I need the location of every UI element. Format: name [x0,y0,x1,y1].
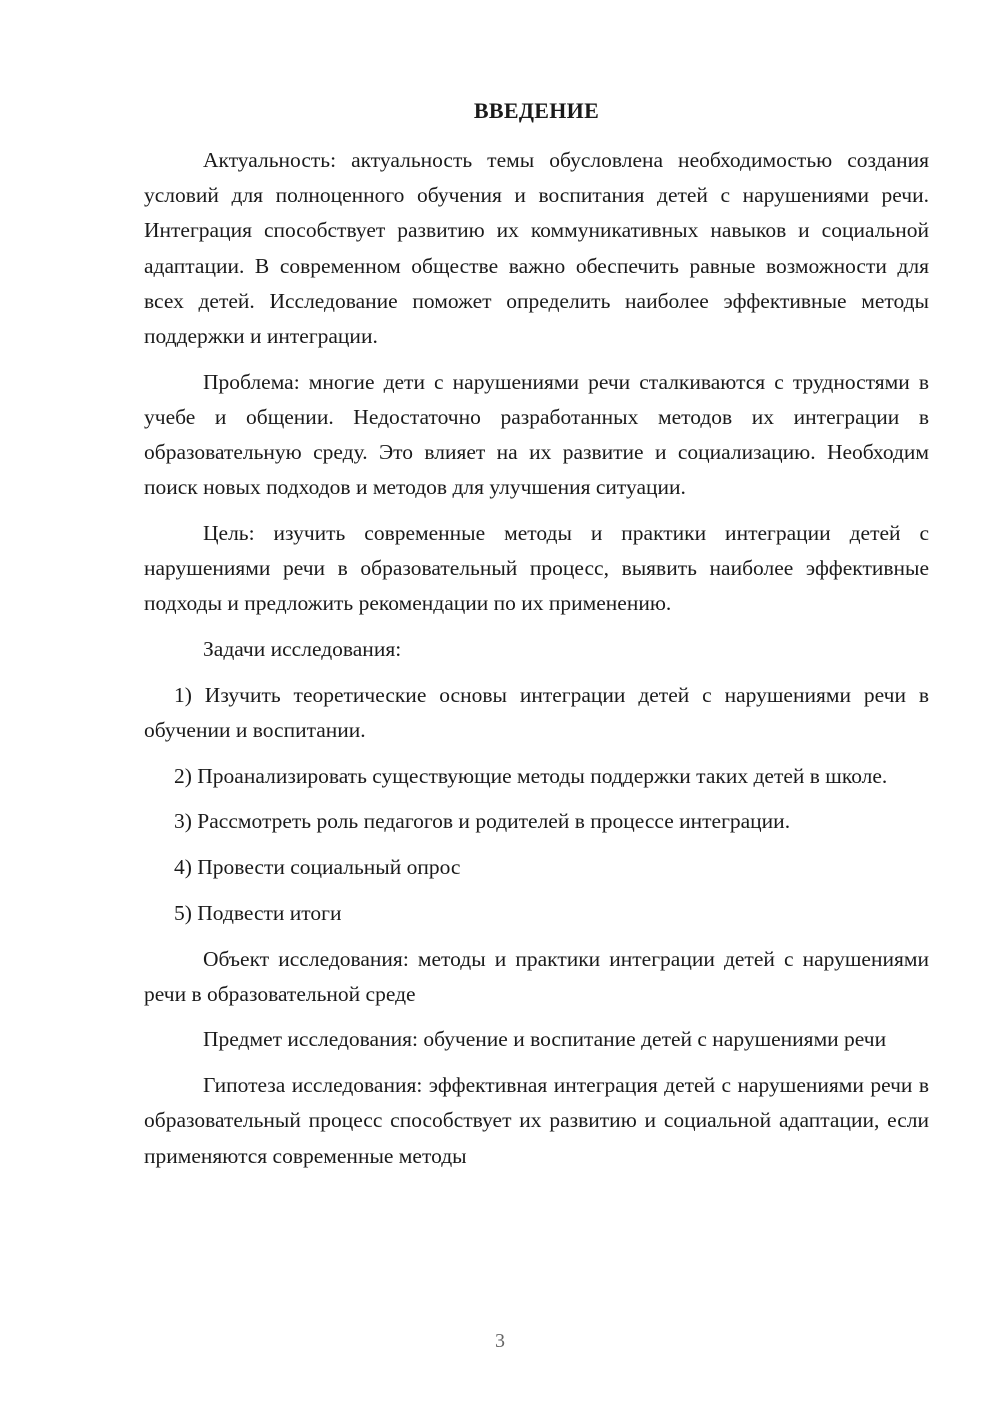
task-item: 1) Изучить теоретические основы интеграции детей с нарушениями речи в обучении и воспитании. [144,682,929,743]
task-item: 5) Подвести итоги [174,900,342,925]
paragraph-goal: Цель: изучить современные методы и практики интеграции детей с нарушениями речи в образовательный процесс, выявить наиболее эффективные подходы и предложить рекомендации по их применению. [144,521,929,616]
page-number: 3 [495,1330,505,1352]
paragraph-object: Объект исследования: методы и практики интеграции детей с нарушениями речи в образовательной среде [144,946,929,1006]
task-item: 3) Рассмотреть роль педагогов и родителей в процессе интеграции. [174,809,791,834]
paragraph-subject: Предмет исследования: обучение и воспитание детей с нарушениями речи [203,1027,887,1052]
paragraph-relevance: Актуальность: актуальность темы обусловлена необходимостью создания условий для полноценного обучения и воспитания детей с нарушениями речи. Интеграция способствует развитию их коммуникативных навыков и социальной адаптации. В современном обществе важно обеспечить равные возможности для всех детей. Исследование поможет определить наиболее эффективные методы поддержки и интеграции. [144,148,929,349]
paragraph-problem: Проблема: многие дети с нарушениями речи сталкиваются с трудностями в учебе и общении. Недостаточно разработанных методов их интеграции в образовательную среду. Это влияет на их развитие и социализацию. Необходим поиск новых подходов и методов для улучшения ситуации. [144,369,929,500]
paragraph-tasks-heading: Задачи исследования: [203,637,402,662]
body-text [144,143,929,1184]
paragraph-hypothesis: Гипотеза исследования: эффективная интеграция детей с нарушениями речи в образовательный процесс способствует их развитию и социальной адаптации, если применяются современные методы [144,1073,929,1168]
section-title: ВВЕДЕНИЕ [473,98,600,123]
task-item: 4) Провести социальный опрос [174,855,461,880]
task-item: 2) Проанализировать существующие методы поддержки таких детей в школе. [174,763,888,788]
